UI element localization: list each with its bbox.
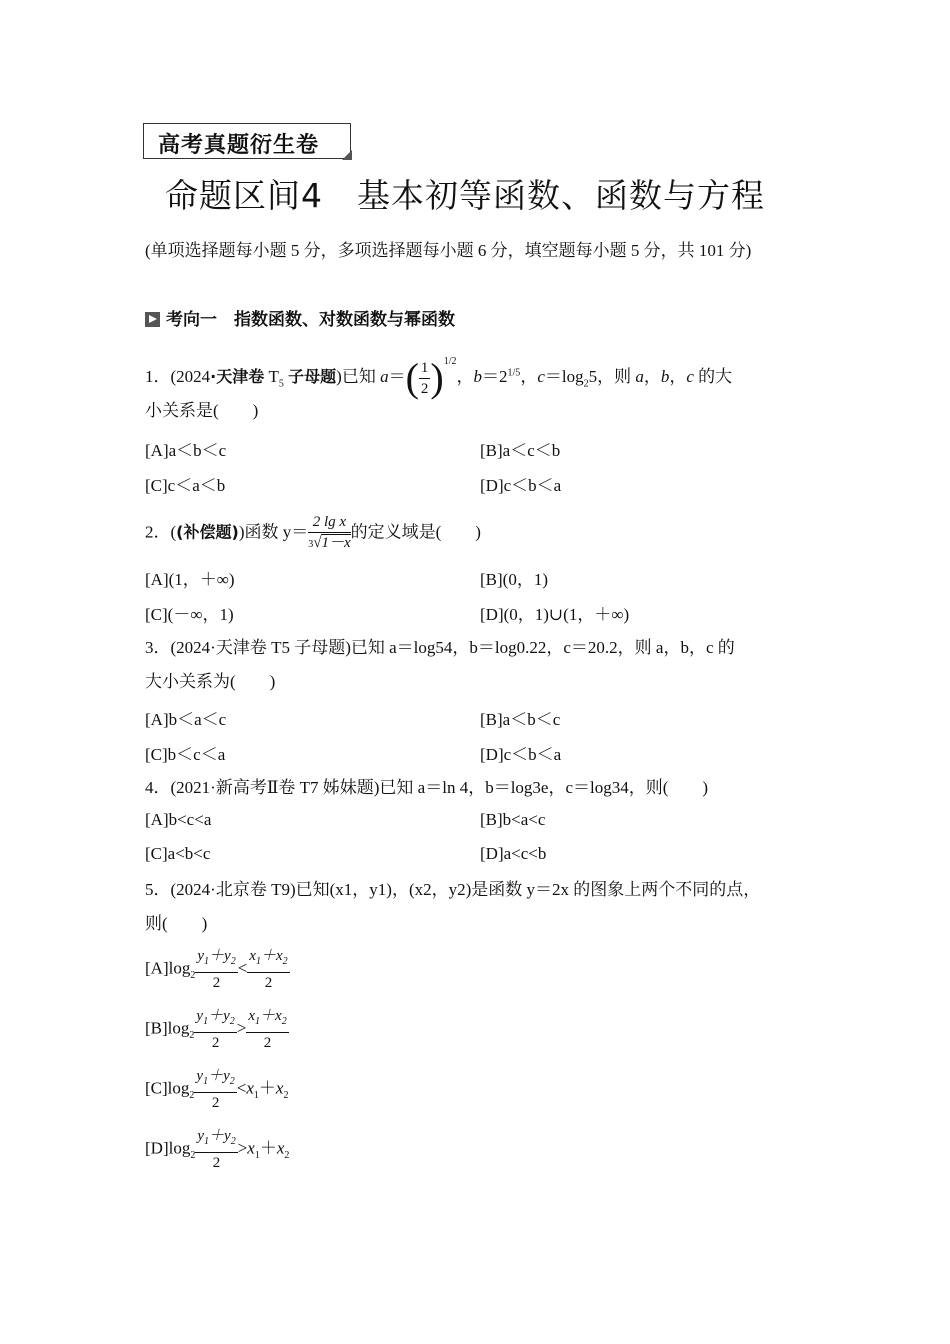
question-3-line-1: 3．(2024·天津卷 T5 子母题)已知 a＝log54，b＝log0.22，c＝20.2，则 a，b，c 的 [145, 638, 735, 657]
q4-option-b[interactable]: [B]b<a<c [480, 810, 546, 829]
section-label: 考向一 指数函数、对数函数与幂函数 [166, 310, 455, 330]
q4-option-a[interactable]: [A]b<c<a [145, 810, 212, 829]
fraction-half: $\frac{1}{2}$ [420, 359, 429, 397]
q2-option-b[interactable]: [B](0，1) [480, 570, 548, 589]
q1-option-c[interactable]: [C]c＜a＜b [145, 476, 226, 495]
question-number: 2． [145, 522, 171, 542]
q2-option-d[interactable]: [D](0，1)∪(1，＋∞) [480, 605, 630, 624]
option-label: [C] [145, 1078, 168, 1098]
q2-option-c[interactable]: [C](－∞，1) [145, 605, 234, 624]
question-text: 函数 y＝ [244, 522, 309, 542]
q5-option-c[interactable]: $[C]\log_2$ $\frac{y_1+y_2}{2}$ $<x_1+x_2$ [145, 1068, 289, 1111]
q3-option-c[interactable]: [C]b＜c＜a [145, 745, 226, 764]
q5-option-a[interactable]: $[A]\log_2$ $\frac{y_1+y_2}{2}$ < $\frac{x_1+x_2}{2}$ [145, 948, 288, 991]
q5-option-b[interactable]: $[B]\log_2$ $\frac{y_1+y_2}{2}$ > $\frac{x_1+x_2}{2}$ [145, 1008, 287, 1051]
fraction-denominator: 1－x [321, 535, 351, 551]
question-3-line-2: 大小关系为( ) [145, 672, 276, 691]
fraction-numerator: 2 lg x [308, 512, 350, 533]
exam-banner [143, 123, 351, 159]
q2-option-a[interactable]: [A](1，＋∞) [145, 570, 235, 589]
option-label: [D] [145, 1138, 169, 1158]
banner-text: 高考真题衍生卷 [158, 132, 320, 158]
q4-option-c[interactable]: [C]a<b<c [145, 844, 211, 863]
q3-option-d[interactable]: [D]c＜b＜a [480, 745, 562, 764]
question-1-line-1: 1．(2024·天津卷 $T_5$ 子母题)已知 a＝( $\frac{1}{2}$ )$^{1/2}$，$b=2^{1/5}$，$c=\log_25$，则 a，b，c 的大 [145, 355, 733, 401]
question-4-line-1: 4．(2021·新高考Ⅱ卷 T7 姊妹题)已知 a＝ln 4，b＝log3e，c＝log34，则( ) [145, 778, 709, 797]
q3-option-a[interactable]: [A]b＜a＜c [145, 710, 227, 729]
q1-option-b[interactable]: [B]a＜c＜b [480, 441, 561, 460]
question-number: 1． [145, 367, 171, 386]
play-triangle-icon [145, 312, 160, 327]
question-text: 的定义域是( ) [350, 522, 481, 542]
section-heading [145, 305, 455, 330]
q1-option-d[interactable]: [D]c＜b＜a [480, 476, 562, 495]
option-label: [B] [145, 1018, 168, 1038]
q5-option-d[interactable]: $[D]\log_2$ $\frac{y_1+y_2}{2}$ $>x_1+x_2$ [145, 1128, 290, 1171]
option-label: [A] [145, 958, 169, 978]
score-note: (单项选择题每小题 5 分，多项选择题每小题 6 分，填空题每小题 5 分，共 101 分) [145, 241, 752, 260]
question-5-line-2: 则( ) [145, 914, 208, 933]
banner-corner-decoration [342, 150, 352, 160]
question-1-line-2: 小关系是( ) [145, 401, 259, 420]
page-title: 命题区间4 基本初等函数、函数与方程 [165, 176, 765, 215]
q1-option-a[interactable]: [A]a＜b＜c [145, 441, 227, 460]
q3-option-b[interactable]: [B]a＜b＜c [480, 710, 561, 729]
domain-fraction: $\frac{\text{2 lg x}}{3√1-x}$ [308, 514, 351, 551]
question-source: (补偿题) [176, 522, 239, 542]
question-5-line-1: 5．(2024·北京卷 T9)已知(x1，y1)，(x2，y2)是函数 y＝2x 的图象上两个不同的点， [145, 880, 761, 899]
question-2-line-1: 2．((补偿题))函数 y＝ $\frac{\text{2 lg x}}{3√1-x}$ 的定义域是( ) [145, 512, 481, 555]
q4-option-d[interactable]: [D]a<c<b [480, 844, 547, 863]
